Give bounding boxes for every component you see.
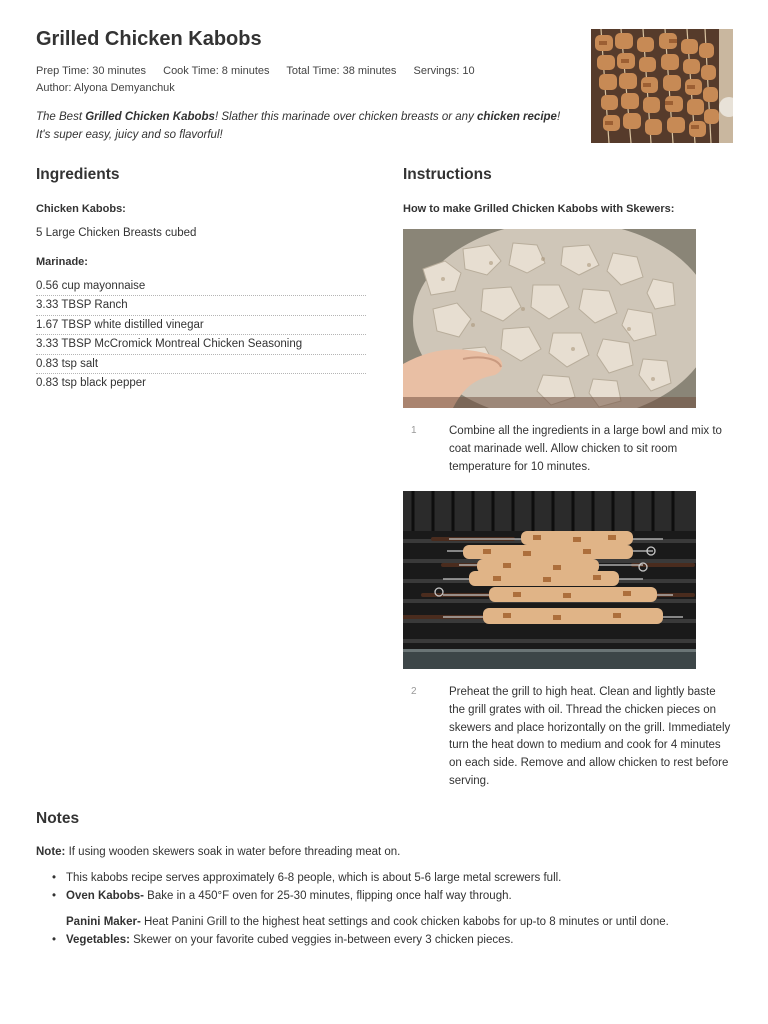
ingredient-item: 3.33 TBSP McCromick Montreal Chicken Seasoning (36, 335, 366, 354)
prep-time: Prep Time: 30 minutes (36, 65, 147, 77)
notes-heading: Notes (36, 810, 80, 827)
note-subparagraph: Panini Maker- Heat Panini Grill to the highest heat settings and cook chicken kabobs for up-to 8 minutes or until done. (66, 916, 669, 928)
ingredient-chicken-breasts: 5 Large Chicken Breasts cubed (36, 227, 197, 239)
recipe-title: Grilled Chicken Kabobs (36, 28, 262, 50)
note-item: • Vegetables: Skewer on your favorite cubed veggies in-between every 3 chicken pieces. (36, 932, 736, 950)
recipe-hero-image (591, 29, 733, 143)
marinade-ingredient-list (36, 277, 366, 393)
grilling-kabobs-image (403, 491, 696, 669)
servings: Servings: 10 (413, 65, 475, 77)
recipe-author: Author: Alyona Demyanchuk (36, 82, 175, 94)
step-number: 1 (411, 425, 417, 436)
summary-link-kabobs: Grilled Chicken Kabobs (85, 111, 215, 123)
ingredient-group-chicken-kabobs: Chicken Kabobs: (36, 203, 126, 215)
bullet-icon: • (52, 872, 57, 884)
step-text: Combine all the ingredients in a large bowl and mix to coat marinade well. Allow chicken to sit room temperature for 10 minutes. (449, 425, 722, 473)
note-paragraph: Note: If using wooden skewers soak in water before threading meat on. (36, 846, 401, 858)
ingredients-heading: Ingredients (36, 166, 120, 183)
instructions-subheading: How to make Grilled Chicken Kabobs with Skewers: (403, 203, 675, 215)
marinated-chicken-image (403, 229, 696, 408)
note-item: • Oven Kabobs- Bake in a 450°F oven for 25-30 minutes, flipping once half way through. (36, 888, 736, 906)
recipe-summary: The Best Grilled Chicken Kabobs! Slather this marinade over chicken breasts or any chicken recipe! It's super easy, juicy and so flavorful! (36, 111, 561, 141)
step-text: Preheat the grill to high heat. Clean and lightly baste the grill grates with oil. Thread the chicken pieces on skewers and place horizontally on the grill. Immediately turn the heat down to medium and cook for 4 minutes on each side. Remove and allow chicken to rest before serving. (449, 686, 731, 787)
note-item: • This kabobs recipe serves approximately 6-8 people, which is about 5-6 large metal screwers full. (36, 870, 736, 888)
ingredient-group-marinade: Marinade: (36, 256, 88, 268)
note-label: Note: (36, 846, 66, 858)
cook-time: Cook Time: 8 minutes (163, 65, 270, 77)
notes-list (36, 870, 736, 949)
note-item-label: Oven Kabobs- (66, 889, 144, 902)
instruction-step-1 (403, 423, 743, 483)
recipe-meta (36, 65, 489, 77)
summary-link-chicken-recipe: chicken recipe (477, 111, 557, 123)
ingredient-item: 1.67 TBSP white distilled vinegar (36, 316, 366, 335)
ingredient-item: 0.56 cup mayonnaise (36, 277, 366, 296)
total-time: Total Time: 38 minutes (286, 65, 397, 77)
instructions-heading: Instructions (403, 166, 492, 183)
bullet-icon: • (52, 889, 57, 902)
bullet-icon: • (52, 933, 57, 946)
ingredient-item: 0.83 tsp salt (36, 355, 366, 374)
step-number: 2 (411, 686, 417, 697)
ingredient-item: 0.83 tsp black pepper (36, 376, 146, 389)
panini-label: Panini Maker- (66, 916, 141, 928)
instruction-step-2 (403, 684, 743, 794)
ingredient-item: 3.33 TBSP Ranch (36, 296, 366, 315)
note-item-label: Vegetables: (66, 933, 130, 946)
